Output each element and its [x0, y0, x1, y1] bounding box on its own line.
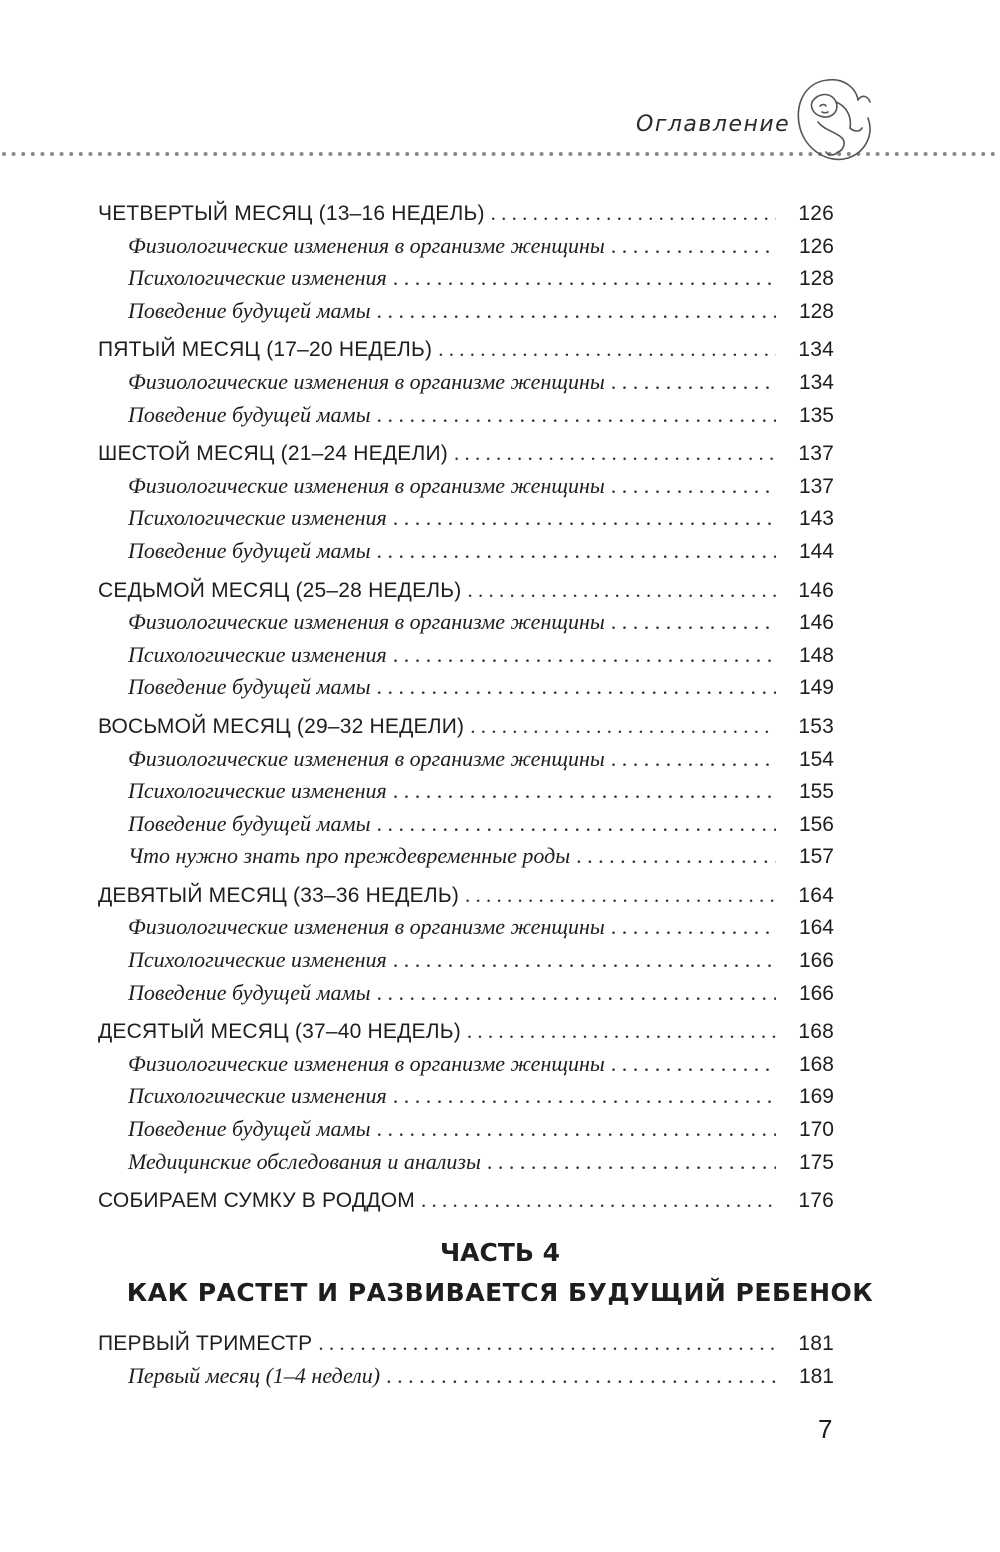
rule-dot [588, 152, 592, 156]
rule-dot [895, 152, 899, 156]
rule-dot [300, 152, 304, 156]
rule-dot [655, 152, 659, 156]
dot-leader [470, 710, 776, 743]
toc-entry-page: 155 [798, 780, 834, 804]
toc-entry-page: 146 [798, 611, 834, 635]
dot-leader [318, 1327, 776, 1360]
dot-leader [611, 1048, 776, 1081]
rule-dot [684, 152, 688, 156]
toc-entry-page: 164 [798, 883, 834, 907]
toc-entry-page: 144 [798, 539, 834, 563]
dot-leader [376, 808, 776, 841]
toc-entry-title: Физиологические изменения в организме женщины [128, 1050, 605, 1076]
toc-entry-title: Поведение будущей мамы [128, 674, 371, 700]
header-title: Оглавление [636, 112, 791, 137]
dot-leader [393, 1080, 776, 1113]
toc-entry-title: Поведение будущей мамы [128, 537, 371, 563]
toc-entry-title: ДЕВЯТЫЙ МЕСЯЦ (33–36 НЕДЕЛЬ) [98, 883, 460, 907]
rule-dot [578, 152, 582, 156]
rule-dot [511, 152, 515, 156]
rule-dot [175, 152, 179, 156]
part-label: ЧАСТЬ 4 [439, 1238, 561, 1267]
rule-dot [559, 152, 563, 156]
rule-dot [981, 152, 985, 156]
rule-dot [607, 152, 611, 156]
toc-entry-page: 126 [798, 234, 834, 258]
dot-leader [576, 840, 776, 873]
dot-leader [611, 470, 776, 503]
dot-leader [393, 775, 776, 808]
toc-section-entry [98, 808, 834, 841]
toc-entry-page: 166 [798, 981, 834, 1005]
rule-dot [213, 152, 217, 156]
rule-dot [204, 152, 208, 156]
rule-dot [328, 152, 332, 156]
rule-dot [357, 152, 361, 156]
rule-dot [693, 152, 697, 156]
rule-dot [732, 152, 736, 156]
rule-dot [79, 152, 83, 156]
dot-leader [467, 1015, 776, 1048]
rule-dot [924, 152, 928, 156]
rule-dot [703, 152, 707, 156]
rule-dot [616, 152, 620, 156]
toc-entry-title: Физиологические изменения в организме женщины [128, 609, 605, 635]
toc-entry-title: ДЕСЯТЫЙ МЕСЯЦ (37–40 НЕДЕЛЬ) [98, 1020, 461, 1044]
toc-entry-page: 143 [798, 507, 834, 531]
toc-entry-title: Поведение будущей мамы [128, 810, 371, 836]
toc-entry-title: Физиологические изменения в организме женщины [128, 745, 605, 771]
dot-leader [611, 230, 776, 263]
rule-dot [482, 152, 486, 156]
dot-leader [386, 1360, 776, 1393]
toc-entry-title: Физиологические изменения в организме женщины [128, 472, 605, 498]
toc-section-entry [98, 470, 834, 503]
toc-entry-page: 146 [798, 578, 834, 602]
dot-leader [611, 366, 776, 399]
toc-section-block [98, 1327, 834, 1392]
rule-dot [127, 152, 131, 156]
rule-dot [463, 152, 467, 156]
rule-dot [12, 152, 16, 156]
toc-entry-page: 137 [798, 442, 834, 466]
rule-dot [664, 152, 668, 156]
rule-dot [223, 152, 227, 156]
rule-dot [290, 152, 294, 156]
toc-entry-page: 181 [798, 1364, 834, 1388]
toc-chapter-entry [98, 197, 834, 230]
dot-leader [376, 535, 776, 568]
rule-dot [434, 152, 438, 156]
rule-dot [751, 152, 755, 156]
toc-section-entry [98, 840, 834, 873]
rule-dot [549, 152, 553, 156]
rule-dot [40, 152, 44, 156]
rule-dot [597, 152, 601, 156]
toc-section-entry [98, 502, 834, 535]
rule-dot [943, 152, 947, 156]
rule-dot [722, 152, 726, 156]
rule-dot [31, 152, 35, 156]
toc-chapter-entry [98, 574, 834, 607]
toc-entry-page: 128 [798, 267, 834, 291]
rule-dot [98, 152, 102, 156]
dot-leader [611, 606, 776, 639]
toc-entry-title: Физиологические изменения в организме женщины [128, 914, 605, 940]
dot-leader [376, 671, 776, 704]
rule-dot [242, 152, 246, 156]
toc-entry-title: ПЯТЫЙ МЕСЯЦ (17–20 НЕДЕЛЬ) [98, 338, 433, 362]
toc-entry-title: Психологические изменения [128, 265, 387, 291]
rule-dot [492, 152, 496, 156]
dot-leader [376, 295, 776, 328]
rule-dot [424, 152, 428, 156]
dot-leader [467, 574, 776, 607]
dot-leader [611, 911, 776, 944]
toc-entry-page: 166 [798, 949, 834, 973]
rule-dot [117, 152, 121, 156]
rule-dot [146, 152, 150, 156]
toc-entry-page: 126 [798, 202, 834, 225]
rule-dot [271, 152, 275, 156]
dot-leader [438, 333, 776, 366]
rule-dot [184, 152, 188, 156]
toc-entry-title: Психологические изменения [128, 641, 387, 667]
toc-entry-title: ЧЕТВЕРТЫЙ МЕСЯЦ (13–16 НЕДЕЛЬ) [98, 202, 485, 225]
rule-dot [415, 152, 419, 156]
rule-dot [50, 152, 54, 156]
rule-dot [108, 152, 112, 156]
running-header [0, 0, 1000, 170]
rule-dot [760, 152, 764, 156]
dot-leader [421, 1184, 776, 1217]
toc-section-entry [98, 1080, 834, 1113]
toc-entry-title: ВОСЬМОЙ МЕСЯЦ (29–32 НЕДЕЛИ) [98, 714, 465, 738]
dot-leader [487, 1146, 776, 1179]
toc-section-block [98, 574, 834, 704]
dot-leader [611, 743, 776, 776]
rule-dot [972, 152, 976, 156]
rule-dot [405, 152, 409, 156]
toc-chapter-entry [98, 1184, 834, 1217]
rule-dot [626, 152, 630, 156]
toc-entry-title: Психологические изменения [128, 1083, 387, 1109]
toc-entry-page: 128 [798, 299, 834, 323]
rule-dot [396, 152, 400, 156]
toc-entry-page: 164 [798, 916, 834, 940]
rule-dot [2, 152, 6, 156]
toc-entry-title: Поведение будущей мамы [128, 1116, 371, 1142]
toc-entry-title: Поведение будущей мамы [128, 979, 371, 1005]
rule-dot [348, 152, 352, 156]
rule-dot [376, 152, 380, 156]
toc-entry-page: 169 [798, 1085, 834, 1109]
rule-dot [309, 152, 313, 156]
rule-dot [261, 152, 265, 156]
rule-dot [636, 152, 640, 156]
dot-leader [465, 879, 776, 912]
dot-leader [393, 944, 776, 977]
rule-dot [194, 152, 198, 156]
embryo-icon [790, 72, 880, 170]
rule-dot [645, 152, 649, 156]
rule-dot [904, 152, 908, 156]
toc-entry-title: ПЕРВЫЙ ТРИМЕСТР [98, 1332, 313, 1355]
rule-dot [933, 152, 937, 156]
dot-leader [491, 197, 776, 230]
toc-chapter-entry [98, 437, 834, 470]
toc-section-block [98, 437, 834, 567]
rule-dot [60, 152, 64, 156]
rule-dot [501, 152, 505, 156]
toc-section-entry [98, 399, 834, 432]
rule-dot [962, 152, 966, 156]
toc-entry-title: Психологические изменения [128, 947, 387, 973]
toc-entry-title: Первый месяц (1–4 недели) [128, 1362, 381, 1388]
toc-entry-title: Психологические изменения [128, 778, 387, 804]
toc-chapter-entry [98, 710, 834, 743]
toc-entry-page: 154 [798, 747, 834, 771]
toc-section-block [98, 1015, 834, 1178]
toc-entry-title: Что нужно знать про преждевременные роды [128, 843, 571, 869]
rule-dot [21, 152, 25, 156]
toc-section-block [98, 197, 834, 327]
toc-list [98, 197, 834, 1223]
rule-dot [136, 152, 140, 156]
toc-entry-title: СЕДЬМОЙ МЕСЯЦ (25–28 НЕДЕЛЬ) [98, 578, 462, 602]
dot-leader [393, 262, 776, 295]
toc-section-entry [98, 230, 834, 263]
toc-section-entry [98, 671, 834, 704]
toc-entry-page: 168 [798, 1052, 834, 1076]
toc-section-entry [98, 366, 834, 399]
toc-section-entry [98, 911, 834, 944]
toc-section-entry [98, 775, 834, 808]
rule-dot [280, 152, 284, 156]
rule-dot [252, 152, 256, 156]
toc-section-block [98, 710, 834, 873]
rule-dot [780, 152, 784, 156]
rule-dot [367, 152, 371, 156]
toc-section-entry [98, 295, 834, 328]
rule-dot [540, 152, 544, 156]
toc-section-entry [98, 1360, 834, 1393]
toc-entry-page: 135 [798, 403, 834, 427]
dot-leader [376, 977, 776, 1010]
toc-section-block [98, 333, 834, 431]
toc-entry-page: 134 [798, 338, 834, 362]
toc-section-entry [98, 262, 834, 295]
toc-entry-page: 176 [798, 1189, 834, 1213]
dot-leader [454, 437, 776, 470]
rule-dot [472, 152, 476, 156]
toc-chapter-entry [98, 333, 834, 366]
rule-dot [530, 152, 534, 156]
rule-dot [156, 152, 160, 156]
toc-section-block [98, 1184, 834, 1217]
toc-section-entry [98, 639, 834, 672]
rule-dot [741, 152, 745, 156]
rule-dot [991, 152, 995, 156]
toc-list-part4 [98, 1327, 834, 1398]
toc-entry-title: ШЕСТОЙ МЕСЯЦ (21–24 НЕДЕЛИ) [98, 442, 448, 466]
toc-entry-title: Медицинские обследования и анализы [128, 1148, 481, 1174]
toc-entry-page: 181 [798, 1332, 834, 1355]
toc-entry-page: 149 [798, 676, 834, 700]
toc-section-entry [98, 977, 834, 1010]
rule-dot [453, 152, 457, 156]
dot-leader [376, 1113, 776, 1146]
rule-dot [770, 152, 774, 156]
rule-dot [232, 152, 236, 156]
toc-entry-page: 137 [798, 474, 834, 498]
toc-chapter-entry [98, 1327, 834, 1360]
toc-entry-title: Поведение будущей мамы [128, 401, 371, 427]
toc-entry-page: 175 [798, 1150, 834, 1174]
toc-entry-title: Физиологические изменения в организме женщины [128, 368, 605, 394]
toc-section-entry [98, 1146, 834, 1179]
toc-entry-title: Поведение будущей мамы [128, 297, 371, 323]
toc-entry-page: 168 [798, 1020, 834, 1044]
rule-dot [88, 152, 92, 156]
toc-section-entry [98, 944, 834, 977]
rule-dot [165, 152, 169, 156]
toc-section-entry [98, 1048, 834, 1081]
rule-dot [338, 152, 342, 156]
dot-leader [376, 399, 776, 432]
rule-dot [520, 152, 524, 156]
rule-dot [952, 152, 956, 156]
rule-dot [885, 152, 889, 156]
dot-leader [393, 502, 776, 535]
toc-section-entry [98, 1113, 834, 1146]
rule-dot [69, 152, 73, 156]
part-title: КАК РАСТЕТ И РАЗВИВАЕТСЯ БУДУЩИЙ РЕБЕНОК [126, 1278, 874, 1307]
rule-dot [674, 152, 678, 156]
toc-section-block [98, 879, 834, 1009]
toc-section-entry [98, 743, 834, 776]
toc-chapter-entry [98, 879, 834, 912]
rule-dot [319, 152, 323, 156]
toc-section-entry [98, 535, 834, 568]
dot-leader [393, 639, 776, 672]
toc-entry-page: 156 [798, 812, 834, 836]
toc-entry-page: 153 [798, 714, 834, 738]
toc-entry-page: 134 [798, 370, 834, 394]
toc-entry-page: 148 [798, 643, 834, 667]
toc-entry-title: Психологические изменения [128, 505, 387, 531]
toc-entry-title: СОБИРАЕМ СУМКУ В РОДДОМ [98, 1189, 415, 1213]
toc-chapter-entry [98, 1015, 834, 1048]
toc-entry-page: 170 [798, 1118, 834, 1142]
page-number: 7 [818, 1414, 833, 1444]
rule-dot [568, 152, 572, 156]
toc-entry-page: 157 [798, 845, 834, 869]
rule-dot [914, 152, 918, 156]
toc-entry-title: Физиологические изменения в организме женщины [128, 232, 605, 258]
rule-dot [444, 152, 448, 156]
rule-dot [386, 152, 390, 156]
rule-dot [712, 152, 716, 156]
toc-section-entry [98, 606, 834, 639]
